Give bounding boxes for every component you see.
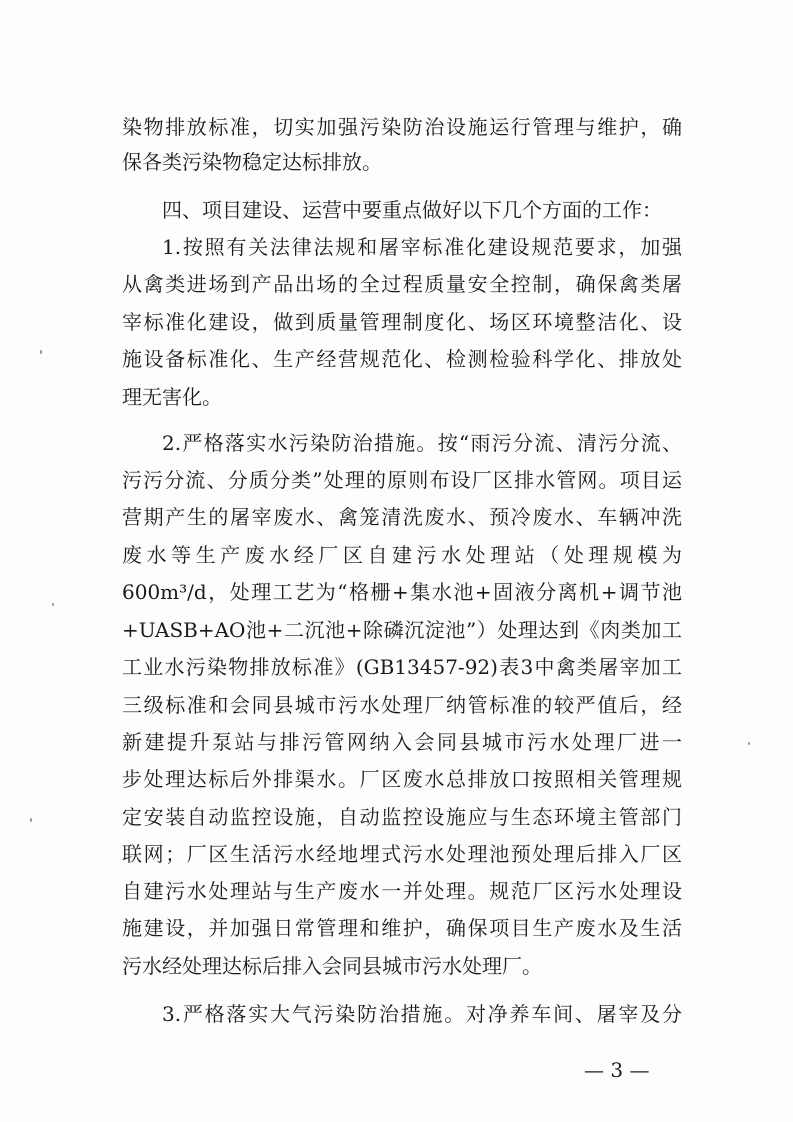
text-line: 步处理达标后外排渠水。厂区废水总排放口按照相关管理规: [122, 767, 682, 791]
text-line: 3.严格落实大气污染防治措施。对净养车间、屠宰及分: [162, 1002, 682, 1026]
text-line: 1.按照有关法律法规和屠宰标准化建设规范要求，加强: [162, 235, 682, 259]
text-line: 2.严格落实水污染防治措施。按“雨污分流、清污分流、: [162, 431, 682, 455]
text-line: 三级标准和会同县城市污水处理厂纳管标准的较严值后，经: [122, 693, 682, 717]
text-line: 废水等生产废水经厂区自建污水处理站（处理规模为: [122, 543, 682, 567]
text-line: 施设备标准化、生产经营规范化、检测检验科学化、排放处: [122, 347, 682, 371]
text-line: 营期产生的屠宰废水、禽笼清洗废水、预冷废水、车辆冲洗: [122, 505, 682, 529]
text-line: 理无害化。: [122, 385, 222, 409]
text-line: 新建提升泵站与排污管网纳入会同县城市污水处理厂进一: [122, 730, 682, 754]
scan-speck: [40, 350, 42, 354]
text-line: +UASB+AO池+二沉池+除磷沉淀池”）处理达到《肉类加工: [122, 618, 682, 642]
text-line: 染物排放标准，切实加强污染防治设施运行管理与维护，确: [122, 115, 682, 139]
text-line: 定安装自动监控设施，自动监控设施应与生态环境主管部门: [122, 805, 682, 829]
text-line: 联网；厂区生活污水经地埋式污水处理池预处理后排入厂区: [122, 842, 682, 866]
text-line: 施建设，并加强日常管理和维护，确保项目生产废水及生活: [122, 916, 682, 940]
scan-speck: [748, 742, 750, 745]
section-heading: 四、项目建设、运营中要重点做好以下几个方面的工作：: [162, 198, 662, 222]
text-line: 保各类污染物稳定达标排放。: [122, 150, 382, 174]
text-line: 从禽类进场到产品出场的全过程质量安全控制，确保禽类屠: [122, 272, 682, 296]
text-line: 污水经处理达标后排入会同县城市污水处理厂。: [122, 954, 542, 978]
scan-speck: [52, 603, 54, 606]
text-line: 宰标准化建设，做到质量管理制度化、场区环境整洁化、设: [122, 310, 682, 334]
text-line: 600m³/d，处理工艺为“格栅+集水池+固液分离机+调节池: [122, 580, 682, 604]
text-line: 自建污水处理站与生产废水一并处理。规范厂区污水处理设: [122, 879, 682, 903]
text-line: 污污分流、分质分类”处理的原则布设厂区排水管网。项目运: [122, 468, 682, 492]
scan-speck: [30, 818, 32, 822]
text-line: 工业水污染物排放标准》(GB13457-92)表3中禽类屠宰加工: [122, 655, 682, 679]
page-number: — 3 —: [584, 1058, 650, 1082]
